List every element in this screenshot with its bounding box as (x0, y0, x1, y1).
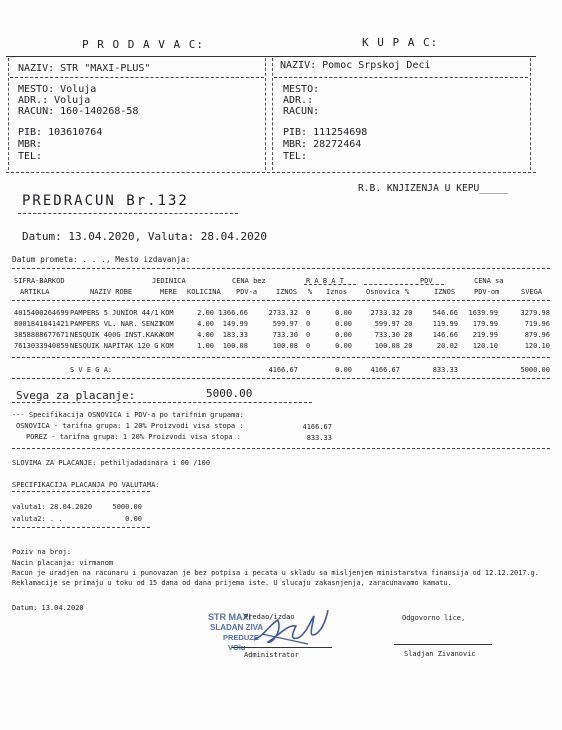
cell-ri: 0.00 (335, 320, 352, 328)
spec-porez-value: 833.33 (306, 434, 332, 442)
reklamacije-text: Reklamacije se primaju u toku od 15 dana od dana prijema iste. U slucaju zakasnjenja, zaracunavamo kamatu. (12, 579, 452, 587)
stamp-line-1: STR MAXI (208, 612, 252, 622)
stamp-line-2: SLADAN ZIVA (210, 623, 264, 632)
seller-tel: TEL: (18, 151, 43, 162)
col-pdv-a: PDV-a (236, 288, 258, 296)
signature-scribble (248, 604, 330, 650)
cell-osn: 2733.32 (370, 309, 400, 317)
cell-pdv: 546.66 (432, 309, 458, 317)
buyer-heading: K U P A C: (362, 36, 439, 49)
valuta2-value: 0.00 (125, 515, 142, 523)
table-rows-rule (12, 357, 550, 358)
col-iznos: IZNOS (276, 288, 298, 296)
cell-kol: 1.00 (197, 342, 214, 350)
totals-osnovica: 4166.67 (370, 366, 400, 374)
totals-label: S V E G A: (70, 366, 113, 374)
cell-sifra: 4015400264699 (14, 309, 69, 317)
cell-naziv: PAMPERS VL. NAR. SENZI (70, 320, 163, 328)
col-svega: SVEGA (521, 288, 543, 296)
col-pdv-om: PDV-om (474, 288, 500, 296)
cell-csa: 1639.99 (468, 309, 498, 317)
cell-sifra: 3858888677671 (14, 331, 69, 339)
header-divider-1 (265, 58, 266, 170)
valute-rule (12, 491, 150, 492)
buyer-racun: RACUN: (283, 106, 320, 117)
cell-csa: 120.10 (472, 342, 498, 350)
cell-iznos: 100.08 (272, 342, 298, 350)
racun-text: Racun je uradjen na racunaru i punovazan je bez potpisa i pecata u skladu sa misljenjem ministarstva finansija od 12.12.2017.g. (12, 569, 539, 577)
admin-signature-line (232, 647, 332, 648)
cell-ri: 0.00 (335, 342, 352, 350)
cell-op: 20 (404, 309, 413, 317)
buyer-tel: TEL: (283, 151, 308, 162)
col-rabat: R A B A T (306, 277, 344, 285)
col-cena-sa: CENA sa (474, 277, 504, 285)
col-pdv: PDV (420, 277, 433, 285)
placanje-rule (12, 402, 312, 403)
cell-rp: 0 (306, 342, 311, 350)
cell-svega: 120.10 (524, 342, 550, 350)
cell-jm: KOM (161, 309, 174, 317)
cell-svega: 879.96 (524, 331, 550, 339)
cell-sifra: 7613033940859 (14, 342, 69, 350)
placanje-value: 5000.00 (206, 387, 253, 400)
col-osnovica-pct: % (405, 288, 410, 296)
seller-racun: RACUN: 160-140268-58 (18, 106, 139, 117)
footer-datum: Datum: 13.04.2020 (12, 604, 84, 612)
cell-cena: 100.08 (222, 342, 248, 350)
header-right-border (530, 58, 531, 170)
valute-title: SPECIFIKACIJA PLACANJA PO VALUTAMA: (12, 481, 160, 489)
totals-pdv: 833.33 (432, 366, 458, 374)
cell-naziv: NESQUIK 400G INST.KAKA (70, 331, 163, 339)
datum-prometa: Datum prometa: . . ., Mesto izdavanja: (12, 255, 191, 264)
header-bottom-border (6, 172, 536, 173)
cell-rp: 0 (306, 320, 311, 328)
col-jedinica: JEDINICA (152, 277, 186, 285)
spec-rule (12, 448, 550, 449)
odgovorno-signature-line (394, 644, 492, 645)
pdv-sub-rule (364, 284, 444, 285)
spec-title: --- Specifikacija OSNOVICA i PDV-a po tarifnim grupama: (12, 411, 244, 419)
cell-sifra: 8001841041421 (14, 320, 69, 328)
seller-naziv-underline (10, 77, 264, 78)
col-osnovica: Osnovica (366, 288, 400, 296)
slovima: SLOVIMA ZA PLACANJE: pethiljadadinara i 00 /100 (12, 459, 211, 467)
col-rabat-iznos: Iznos (326, 288, 348, 296)
sladjan-zivanovic: Sladjan Zivanovic (404, 650, 476, 658)
cell-csa: 179.99 (472, 320, 498, 328)
predao-izdao: Predao/izdao (244, 613, 295, 621)
cell-kol: 2.00 (197, 309, 214, 317)
cell-ri: 0.00 (335, 309, 352, 317)
stamp-line-3: PREDUZE (223, 633, 259, 642)
rabat-sub-rule (304, 284, 356, 285)
valute-bottom-rule (12, 527, 150, 528)
seller-heading: P R O D A V A C: (82, 38, 204, 51)
cell-jm: KOM (161, 331, 174, 339)
cell-cena: 183.33 (222, 331, 248, 339)
title-underline (18, 213, 238, 214)
administrator: Administrator (244, 651, 299, 659)
totals-rule (12, 378, 550, 379)
cell-kol: 4.00 (197, 320, 214, 328)
cell-csa: 219.99 (472, 331, 498, 339)
cell-kol: 4.00 (197, 331, 214, 339)
cell-iznos: 2733.32 (268, 309, 298, 317)
col-cena-bez: CENA bez (232, 277, 266, 285)
cell-op: 20 (404, 320, 413, 328)
seller-pib: PIB: 103610764 (18, 127, 103, 138)
cell-op: 20 (404, 331, 413, 339)
seller-adr: ADR.: Voluja (18, 95, 91, 106)
spec-porez: POREZ - tarifna grupa: 1 20% Proizvodi visa stopa : (26, 433, 241, 441)
cell-pdv: 146.66 (432, 331, 458, 339)
buyer-mesto: MESTO: (283, 84, 320, 95)
cell-cena: 1366.66 (218, 309, 248, 317)
totals-rabat: 0.00 (335, 366, 352, 374)
buyer-pib: PIB: 111254698 (283, 127, 368, 138)
buyer-mbr: MBR: 28272464 (283, 139, 362, 150)
cell-op: 20 (404, 342, 413, 350)
totals-svega: 5000.00 (520, 366, 550, 374)
cell-svega: 3279.98 (520, 309, 550, 317)
rb-knjizenja: R.B. KNJIZENJA U KEPU_____ (358, 183, 509, 194)
spec-osnovica: OSNOVICA - tarifna grupa: 1 20% Proizvodi visa stopa : (16, 422, 244, 430)
buyer-naziv-underline (274, 77, 528, 78)
header-divider-2 (272, 58, 273, 170)
totals-iznos: 4166.67 (268, 366, 298, 374)
cell-svega: 719.96 (524, 320, 550, 328)
valuta1-value: 5000.00 (112, 503, 142, 511)
poziv-na-broj: Poziv na broj: (12, 548, 72, 556)
header-left-border (8, 58, 9, 170)
table-top-rule (12, 268, 550, 269)
cell-osn: 733.30 (374, 331, 400, 339)
stamp-line-4: VOlu (228, 643, 246, 652)
cell-jm: KOM (161, 342, 174, 350)
cell-iznos: 599.97 (272, 320, 298, 328)
cell-pdv: 20.02 (436, 342, 458, 350)
cell-naziv: PAMPERS 5 JUNIOR 44/1 (70, 309, 159, 317)
cell-jm: KOM (161, 320, 174, 328)
col-naziv: NAZIV ROBE (90, 288, 133, 296)
cell-iznos: 733.30 (272, 331, 298, 339)
document-title: PREDRACUN Br.132 (22, 193, 189, 209)
cell-ri: 0.00 (335, 331, 352, 339)
cell-osn: 599.97 (374, 320, 400, 328)
nacin-placanja: Nacin placanja: virmanom (12, 559, 114, 567)
datum-valuta: Datum: 13.04.2020, Valuta: 28.04.2020 (22, 230, 268, 243)
col-pdv-iznos: IZNOS (434, 288, 456, 296)
cell-naziv: NESQUIK NAPITAK 120 G (70, 342, 159, 350)
col-sifra: SIFRA-BARKOD (14, 277, 65, 285)
cell-rp: 0 (306, 309, 311, 317)
valuta2-label: valuta2: . . (12, 515, 63, 523)
cell-rp: 0 (306, 331, 311, 339)
valuta1-label: valuta1: 28.04.2020 (12, 503, 93, 511)
cell-pdv: 119.99 (432, 320, 458, 328)
seller-naziv: NAZIV: STR "MAXI-PLUS" (18, 63, 151, 74)
buyer-naziv: NAZIV: Pomoc Srpskoj Deci (280, 60, 431, 71)
col-rabat-pct: % (308, 288, 313, 296)
odgovorno-lice: Odgovorno lice, (402, 614, 466, 622)
spec-osnovica-value: 4166.67 (302, 423, 332, 431)
seller-mesto: MESTO: Voluja (18, 84, 97, 95)
header-top-border (6, 56, 536, 57)
col-mere: MERE (160, 288, 177, 296)
cell-cena: 149.99 (222, 320, 248, 328)
placanje-label: Svega za placanje: (16, 389, 136, 402)
col-kolicina: KOLICINA (187, 288, 221, 296)
col-artikla: ARTIKLA (20, 288, 50, 296)
cell-osn: 100.08 (374, 342, 400, 350)
seller-mbr: MBR: (18, 139, 43, 150)
buyer-adr: ADR.: (283, 95, 314, 106)
table-header-rule (12, 300, 550, 301)
